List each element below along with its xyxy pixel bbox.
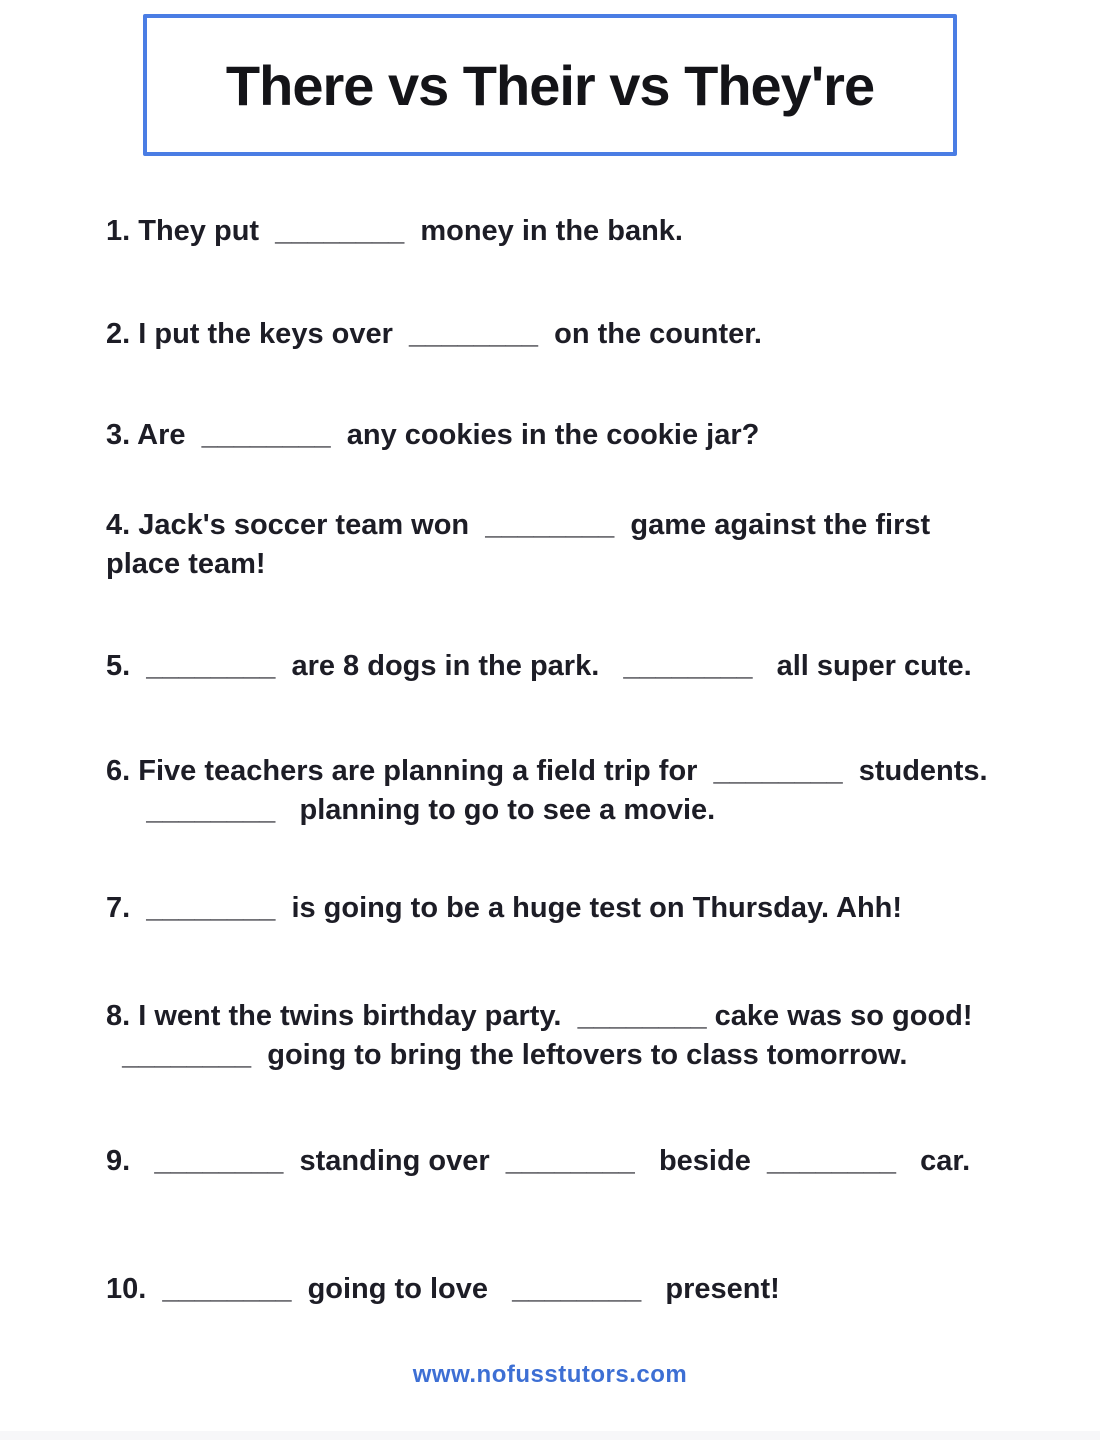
question-line: ________ going to bring the leftovers to class tomorrow. — [106, 1039, 908, 1071]
page-title: There vs Their vs They're — [225, 53, 875, 117]
question-item — [106, 752, 1060, 830]
question-item — [106, 1270, 1060, 1309]
footer-link[interactable]: www.nofusstutors.com — [412, 1361, 688, 1388]
question-line: 10. ________ going to love ________ present! — [106, 1273, 780, 1305]
question-line: 2. I put the keys over ________ on the counter. — [106, 318, 762, 350]
title-box — [143, 14, 957, 156]
question-item — [106, 647, 1060, 686]
question-line: 7. ________ is going to be a huge test on Thursday. Ahh! — [106, 892, 903, 924]
question-line: ________ planning to go to see a movie. — [106, 794, 716, 826]
question-item — [106, 212, 1060, 251]
question-item — [106, 506, 1060, 584]
question-line: 3. Are ________ any cookies in the cookie jar? — [106, 419, 760, 451]
question-item — [106, 416, 1060, 455]
question-line: 5. ________ are 8 dogs in the park. ________ all super cute. — [106, 650, 972, 682]
question-line: 1. They put ________ money in the bank. — [106, 215, 683, 247]
worksheet-page — [0, 14, 1100, 1389]
question-line: place team! — [106, 548, 266, 580]
question-line: 4. Jack's soccer team won ________ game against the first — [106, 509, 931, 541]
page-bottom-edge — [0, 1431, 1100, 1440]
question-item — [106, 997, 1060, 1075]
question-item — [106, 889, 1060, 928]
question-line: 9. ________ standing over ________ beside ________ car. — [106, 1145, 971, 1177]
question-item — [106, 315, 1060, 354]
question-list — [0, 212, 1100, 1309]
question-item — [106, 1142, 1060, 1181]
question-line: 8. I went the twins birthday party. ________ cake was so good! — [106, 1000, 973, 1032]
question-line: 6. Five teachers are planning a field trip for ________ students. — [106, 755, 988, 787]
